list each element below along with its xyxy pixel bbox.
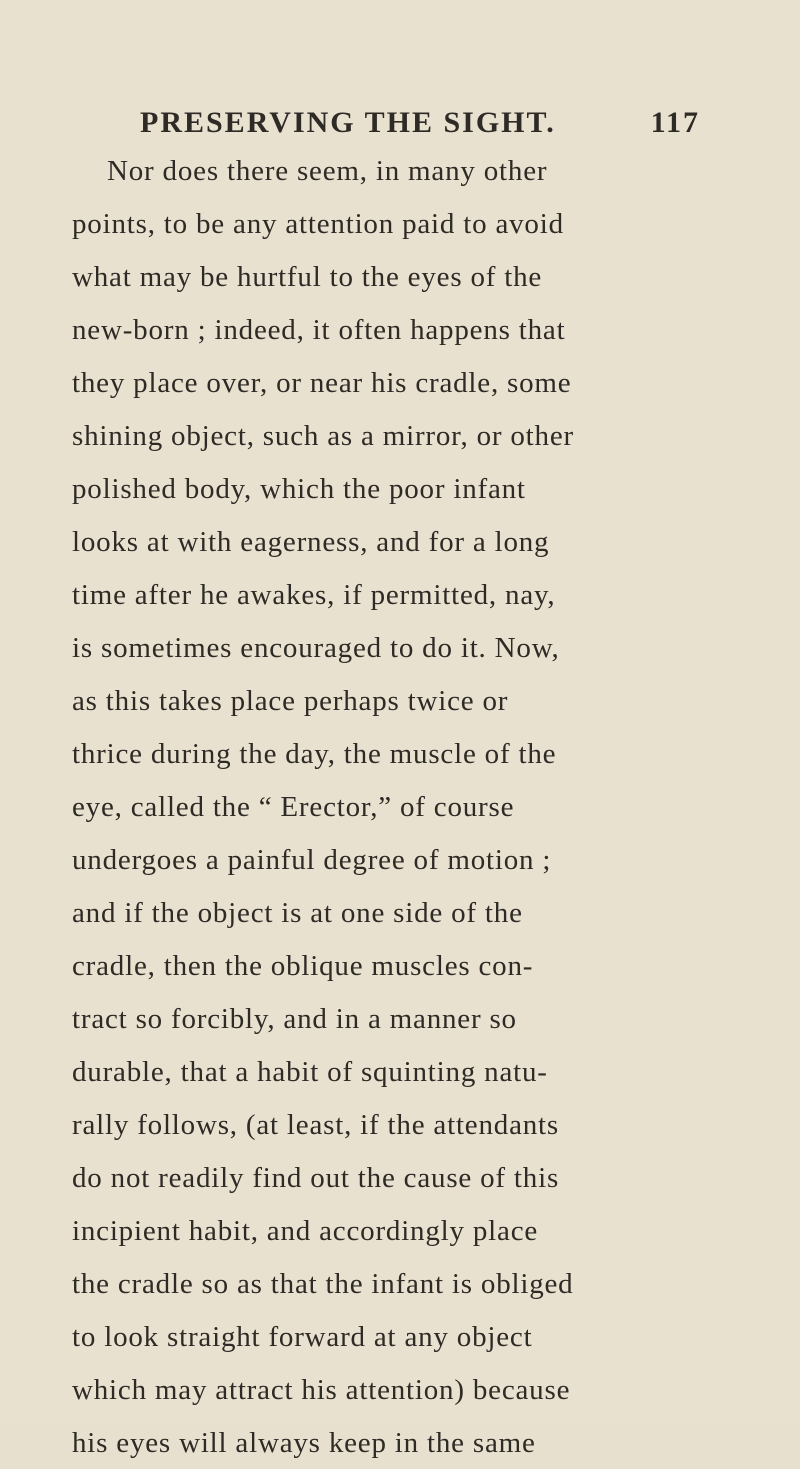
- text-line-12: thrice during the day, the muscle of the: [72, 738, 557, 770]
- text-line-5: they place over, or near his cradle, some: [72, 367, 572, 399]
- page-number: 117: [650, 106, 700, 139]
- text-line-23: to look straight forward at any object: [72, 1321, 533, 1353]
- text-line-7: polished body, which the poor infant: [72, 473, 526, 505]
- text-line-3: what may be hurtful to the eyes of the: [72, 261, 543, 293]
- text-line-14: undergoes a painful degree of motion ;: [72, 844, 552, 876]
- running-title: PRESERVING THE SIGHT.: [140, 106, 556, 139]
- text-line-9: time after he awakes, if permitted, nay,: [72, 579, 556, 611]
- text-line-1: Nor does there seem, in many other: [107, 155, 548, 187]
- text-line-13: eye, called the “ Erector,” of course: [72, 791, 515, 823]
- text-line-11: as this takes place perhaps twice or: [72, 685, 509, 717]
- text-line-21: incipient habit, and accordingly place: [72, 1215, 539, 1247]
- text-line-25: his eyes will always keep in the same: [72, 1427, 536, 1459]
- text-line-22: the cradle so as that the infant is obliged: [72, 1268, 574, 1300]
- text-line-6: shining object, such as a mirror, or other: [72, 420, 574, 452]
- text-line-2: points, to be any attention paid to avoid: [72, 208, 564, 240]
- text-line-24: which may attract his attention) because: [72, 1374, 571, 1406]
- text-line-15: and if the object is at one side of the: [72, 897, 523, 929]
- text-line-19: rally follows, (at least, if the attendants: [72, 1109, 559, 1141]
- text-line-10: is sometimes encouraged to do it. Now,: [72, 632, 560, 664]
- text-line-4: new-born ; indeed, it often happens that: [72, 314, 566, 346]
- text-line-20: do not readily find out the cause of this: [72, 1162, 560, 1194]
- text-line-8: looks at with eagerness, and for a long: [72, 526, 550, 558]
- text-line-17: tract so forcibly, and in a manner so: [72, 1003, 517, 1035]
- text-line-16: cradle, then the oblique muscles con-: [72, 950, 534, 982]
- text-line-18: durable, that a habit of squinting natu-: [72, 1056, 548, 1088]
- running-head: [140, 103, 700, 143]
